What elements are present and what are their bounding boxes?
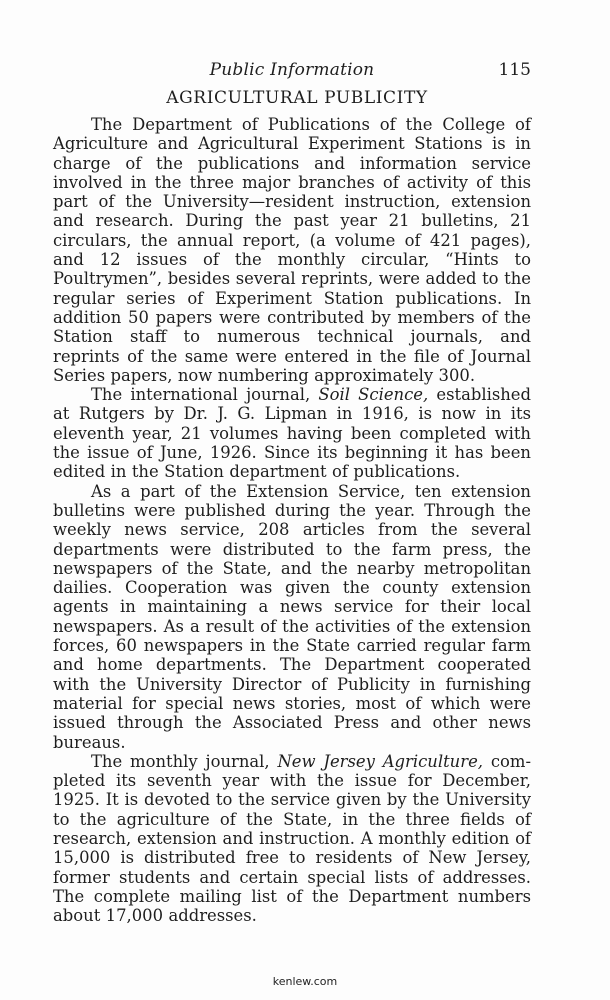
running-title: Public Information bbox=[209, 60, 375, 80]
section-title: AGRICULTURAL PUBLICITY bbox=[166, 88, 428, 108]
italic-title-text: New Jersey Agriculture, bbox=[277, 751, 483, 771]
paragraph-publications-department bbox=[53, 115, 531, 385]
watermark: kenlew.com bbox=[272, 975, 338, 988]
paragraph-new-jersey-agriculture bbox=[53, 752, 531, 926]
italic-title-text: Soil Science, bbox=[318, 385, 429, 405]
paragraph-text: completed its seventh year with the issue for December, 1925. It is devoted to the service given by the University to the agriculture of the State, in the three fields of research, extension and instruction. A monthly edition of 15,000 is distributed free to residents of New Jersey, former students and certain special lists of addresses. The complete mailing list of the Department numbers about 17,000 addresses. bbox=[53, 751, 531, 926]
paragraph-text: As a part of the Extension Service, ten extension bulletins were published during the year. Through the weekly news service, 208 articles from the several departments were distributed to the farm press, the newspapers of the State, and the nearby metropolitan dailies. Cooperation was given the county extension agents in maintaining a news service for their local newspapers. As a result of the activities of the extension forces, 60 newspapers in the State carried regular farm and home departments. The Department cooperated with the University Director of Publicity in furnishing material for special news stories, most of which were issued through the Associated Press and other news bureaus. bbox=[53, 481, 531, 752]
paragraph-text: The international journal, bbox=[91, 385, 319, 405]
paragraph-text: The Department of Publications of the College of Agriculture and Agricultural Experiment Stations is in charge of the publications and information service involved in the three major branches of activity of this part of the University—resident instruction, extension and research. During the past year 21 bulletins, 21 circulars, the annual report, (a volume of 421 pages), and 12 issues of the monthly circular, “Hints to Poultrymen”, besides several reprints, were added to the regular series of Experiment Station publications. In addition 50 papers were contributed by members of the Station staff to numerous technical journals, and reprints of the same were entered in the file of Journal Series papers, now numbering approximately 300. bbox=[53, 115, 531, 385]
paragraph-extension-service bbox=[53, 482, 531, 752]
document-page bbox=[53, 58, 531, 925]
page-number: 115 bbox=[498, 60, 531, 80]
paragraph-text: The monthly journal, bbox=[91, 751, 278, 771]
paragraph-soil-science bbox=[53, 385, 531, 481]
running-header bbox=[53, 58, 531, 84]
body-text bbox=[53, 115, 531, 925]
paragraph-text: established at Rutgers by Dr. J. G. Lipman in 1916, is now in its eleventh year, 21 volumes having been completed with the issue of June, 1926. Since its beginning it has been edited in the Station department of publications. bbox=[53, 385, 531, 482]
